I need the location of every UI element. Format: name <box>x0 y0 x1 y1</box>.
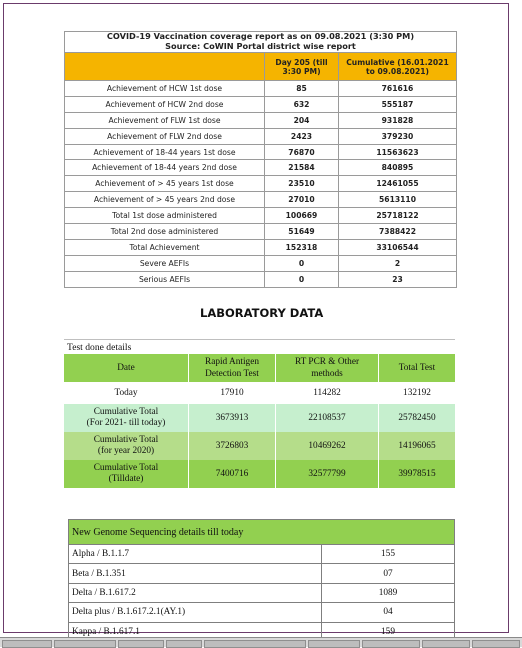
lab-row-date-line2: (Tilldate) <box>108 474 144 484</box>
vaccination-row-day: 51649 <box>265 224 339 240</box>
vaccination-row-label: Severe AEFIs <box>65 255 265 271</box>
genome-row <box>69 603 455 622</box>
genome-row-count: 1089 <box>322 583 455 602</box>
lab-row <box>64 460 455 488</box>
vaccination-row-cumulative: 25718122 <box>339 208 457 224</box>
vaccination-row-label: Total 2nd dose administered <box>65 224 265 240</box>
lab-row-rapid: 17910 <box>189 382 276 404</box>
lab-row-total: 132192 <box>379 382 456 404</box>
vaccination-row-day: 152318 <box>265 239 339 255</box>
lab-row-rtpcr: 10469262 <box>276 432 379 460</box>
lab-row-date-line1: Cumulative Total <box>93 463 159 473</box>
vaccination-row-label: Total 1st dose administered <box>65 208 265 224</box>
vaccination-row <box>65 144 457 160</box>
vaccination-title <box>65 32 457 53</box>
genome-row-variant: Delta plus / B.1.617.2.1(AY.1) <box>69 603 322 622</box>
genome-row-count: 159 <box>322 622 455 641</box>
vaccination-row <box>65 224 457 240</box>
vaccination-row <box>65 160 457 176</box>
header-day-line1: Day 205 (till <box>275 57 328 67</box>
vaccination-header-blank <box>65 53 265 81</box>
laboratory-title-text: LABORATORY DATA <box>200 306 324 320</box>
lab-row-date <box>64 460 189 488</box>
lab-row <box>64 432 455 460</box>
genome-row-variant: Beta / B.1.351 <box>69 564 322 583</box>
header-cumulative-line1: Cumulative (16.01.2021 <box>346 57 449 67</box>
laboratory-table <box>64 339 455 488</box>
lab-header-rapid <box>189 354 276 382</box>
genome-row-variant: Alpha / B.1.1.7 <box>69 545 322 564</box>
lab-header-rtpcr-line1: RT PCR & Other <box>294 357 360 367</box>
scrollbar-segment <box>54 640 116 648</box>
genome-row-count: 155 <box>322 545 455 564</box>
vaccination-row <box>65 128 457 144</box>
vaccination-row-cumulative: 379230 <box>339 128 457 144</box>
lab-row-rtpcr: 22108537 <box>276 404 379 432</box>
genome-row <box>69 545 455 564</box>
scrollbar-segment <box>118 640 164 648</box>
lab-row-rtpcr: 114282 <box>276 382 379 404</box>
vaccination-row-label: Achievement of HCW 1st dose <box>65 81 265 97</box>
vaccination-row-label: Achievement of > 45 years 2nd dose <box>65 192 265 208</box>
lab-row-total: 14196065 <box>379 432 456 460</box>
vaccination-title-line2: Source: CoWIN Portal district wise report <box>165 41 356 51</box>
vaccination-row-label: Achievement of > 45 years 1st dose <box>65 176 265 192</box>
vaccination-row-label: Achievement of HCW 2nd dose <box>65 96 265 112</box>
lab-row-date-line1: Today <box>114 388 138 398</box>
vaccination-row <box>65 81 457 97</box>
vaccination-row-label: Total Achievement <box>65 239 265 255</box>
vaccination-row <box>65 192 457 208</box>
vaccination-row <box>65 112 457 128</box>
vaccination-row-day: 23510 <box>265 176 339 192</box>
vaccination-row-day: 76870 <box>265 144 339 160</box>
vaccination-row-cumulative: 33106544 <box>339 239 457 255</box>
vaccination-header-cumulative <box>339 53 457 81</box>
scrollbar-segment <box>362 640 420 648</box>
lab-row-rapid: 3673913 <box>189 404 276 432</box>
vaccination-row-cumulative: 11563623 <box>339 144 457 160</box>
vaccination-row-cumulative: 7388422 <box>339 224 457 240</box>
lab-row-date <box>64 432 189 460</box>
lab-row-date-line2: (for year 2020) <box>97 446 155 456</box>
genome-row-count: 04 <box>322 603 455 622</box>
lab-row-rtpcr: 32577799 <box>276 460 379 488</box>
lab-row <box>64 404 455 432</box>
vaccination-row-day: 21584 <box>265 160 339 176</box>
vaccination-row <box>65 271 457 287</box>
vaccination-row-day: 85 <box>265 81 339 97</box>
lab-row-date-line2: (For 2021- till today) <box>86 418 166 428</box>
vaccination-row-label: Achievement of FLW 1st dose <box>65 112 265 128</box>
vaccination-row-label: Achievement of FLW 2nd dose <box>65 128 265 144</box>
header-day-line2: 3:30 PM) <box>282 66 321 76</box>
genome-row <box>69 564 455 583</box>
vaccination-row <box>65 208 457 224</box>
vaccination-row-label: Serious AEFIs <box>65 271 265 287</box>
vaccination-header-day <box>265 53 339 81</box>
vaccination-row-label: Achievement of 18-44 years 2nd dose <box>65 160 265 176</box>
scrollbar-segment <box>422 640 470 648</box>
lab-header-rtpcr-line2: methods <box>311 369 343 379</box>
vaccination-row-cumulative: 555187 <box>339 96 457 112</box>
lab-row-rapid: 7400716 <box>189 460 276 488</box>
lab-row-date-line1: Cumulative Total <box>93 435 159 445</box>
genome-table <box>68 519 455 642</box>
genome-row-variant: Delta / B.1.617.2 <box>69 583 322 602</box>
vaccination-row-day: 27010 <box>265 192 339 208</box>
vaccination-row-label: Achievement of 18-44 years 1st dose <box>65 144 265 160</box>
vaccination-row-cumulative: 840895 <box>339 160 457 176</box>
lab-header-date: Date <box>64 354 189 382</box>
genome-row <box>69 583 455 602</box>
vaccination-row-day: 204 <box>265 112 339 128</box>
lab-row-date-line1: Cumulative Total <box>93 407 159 417</box>
scrollbar-segment <box>308 640 360 648</box>
vaccination-row <box>65 255 457 271</box>
vaccination-row-day: 2423 <box>265 128 339 144</box>
lab-row-rapid: 3726803 <box>189 432 276 460</box>
vaccination-row-day: 0 <box>265 271 339 287</box>
lab-row-total: 25782450 <box>379 404 456 432</box>
vaccination-row-cumulative: 23 <box>339 271 457 287</box>
vaccination-row <box>65 176 457 192</box>
scrollbar-segment <box>2 640 52 648</box>
genome-row-count: 07 <box>322 564 455 583</box>
lab-header-rtpcr <box>276 354 379 382</box>
vaccination-row-day: 0 <box>265 255 339 271</box>
vaccination-row <box>65 239 457 255</box>
scrollbar-segment <box>166 640 202 648</box>
lab-row <box>64 382 455 404</box>
lab-header-rapid-line1: Rapid Antigen <box>205 357 259 367</box>
genome-header: New Genome Sequencing details till today <box>69 520 455 545</box>
vaccination-row-cumulative: 12461055 <box>339 176 457 192</box>
lab-row-date <box>64 404 189 432</box>
vaccination-row-day: 100669 <box>265 208 339 224</box>
genome-row-variant: Kappa / B.1.617.1 <box>69 622 322 641</box>
lab-row-date <box>64 382 189 404</box>
vaccination-table <box>64 31 457 288</box>
vaccination-row-cumulative: 2 <box>339 255 457 271</box>
scrollbar-segment <box>472 640 520 648</box>
vaccination-row-cumulative: 761616 <box>339 81 457 97</box>
laboratory-caption: Test done details <box>64 340 455 355</box>
vaccination-title-line1: COVID-19 Vaccination coverage report as on 09.08.2021 (3:30 PM) <box>106 31 415 42</box>
lab-header-total: Total Test <box>379 354 456 382</box>
header-cumulative-line2: to 09.08.2021) <box>365 66 429 76</box>
vaccination-row-day: 632 <box>265 96 339 112</box>
lab-header-rapid-line2: Detection Test <box>205 369 259 379</box>
lab-row-total: 39978515 <box>379 460 456 488</box>
scrollbar-thumb[interactable] <box>204 640 306 648</box>
vaccination-row <box>65 96 457 112</box>
vaccination-row-cumulative: 5613110 <box>339 192 457 208</box>
vaccination-row-cumulative: 931828 <box>339 112 457 128</box>
